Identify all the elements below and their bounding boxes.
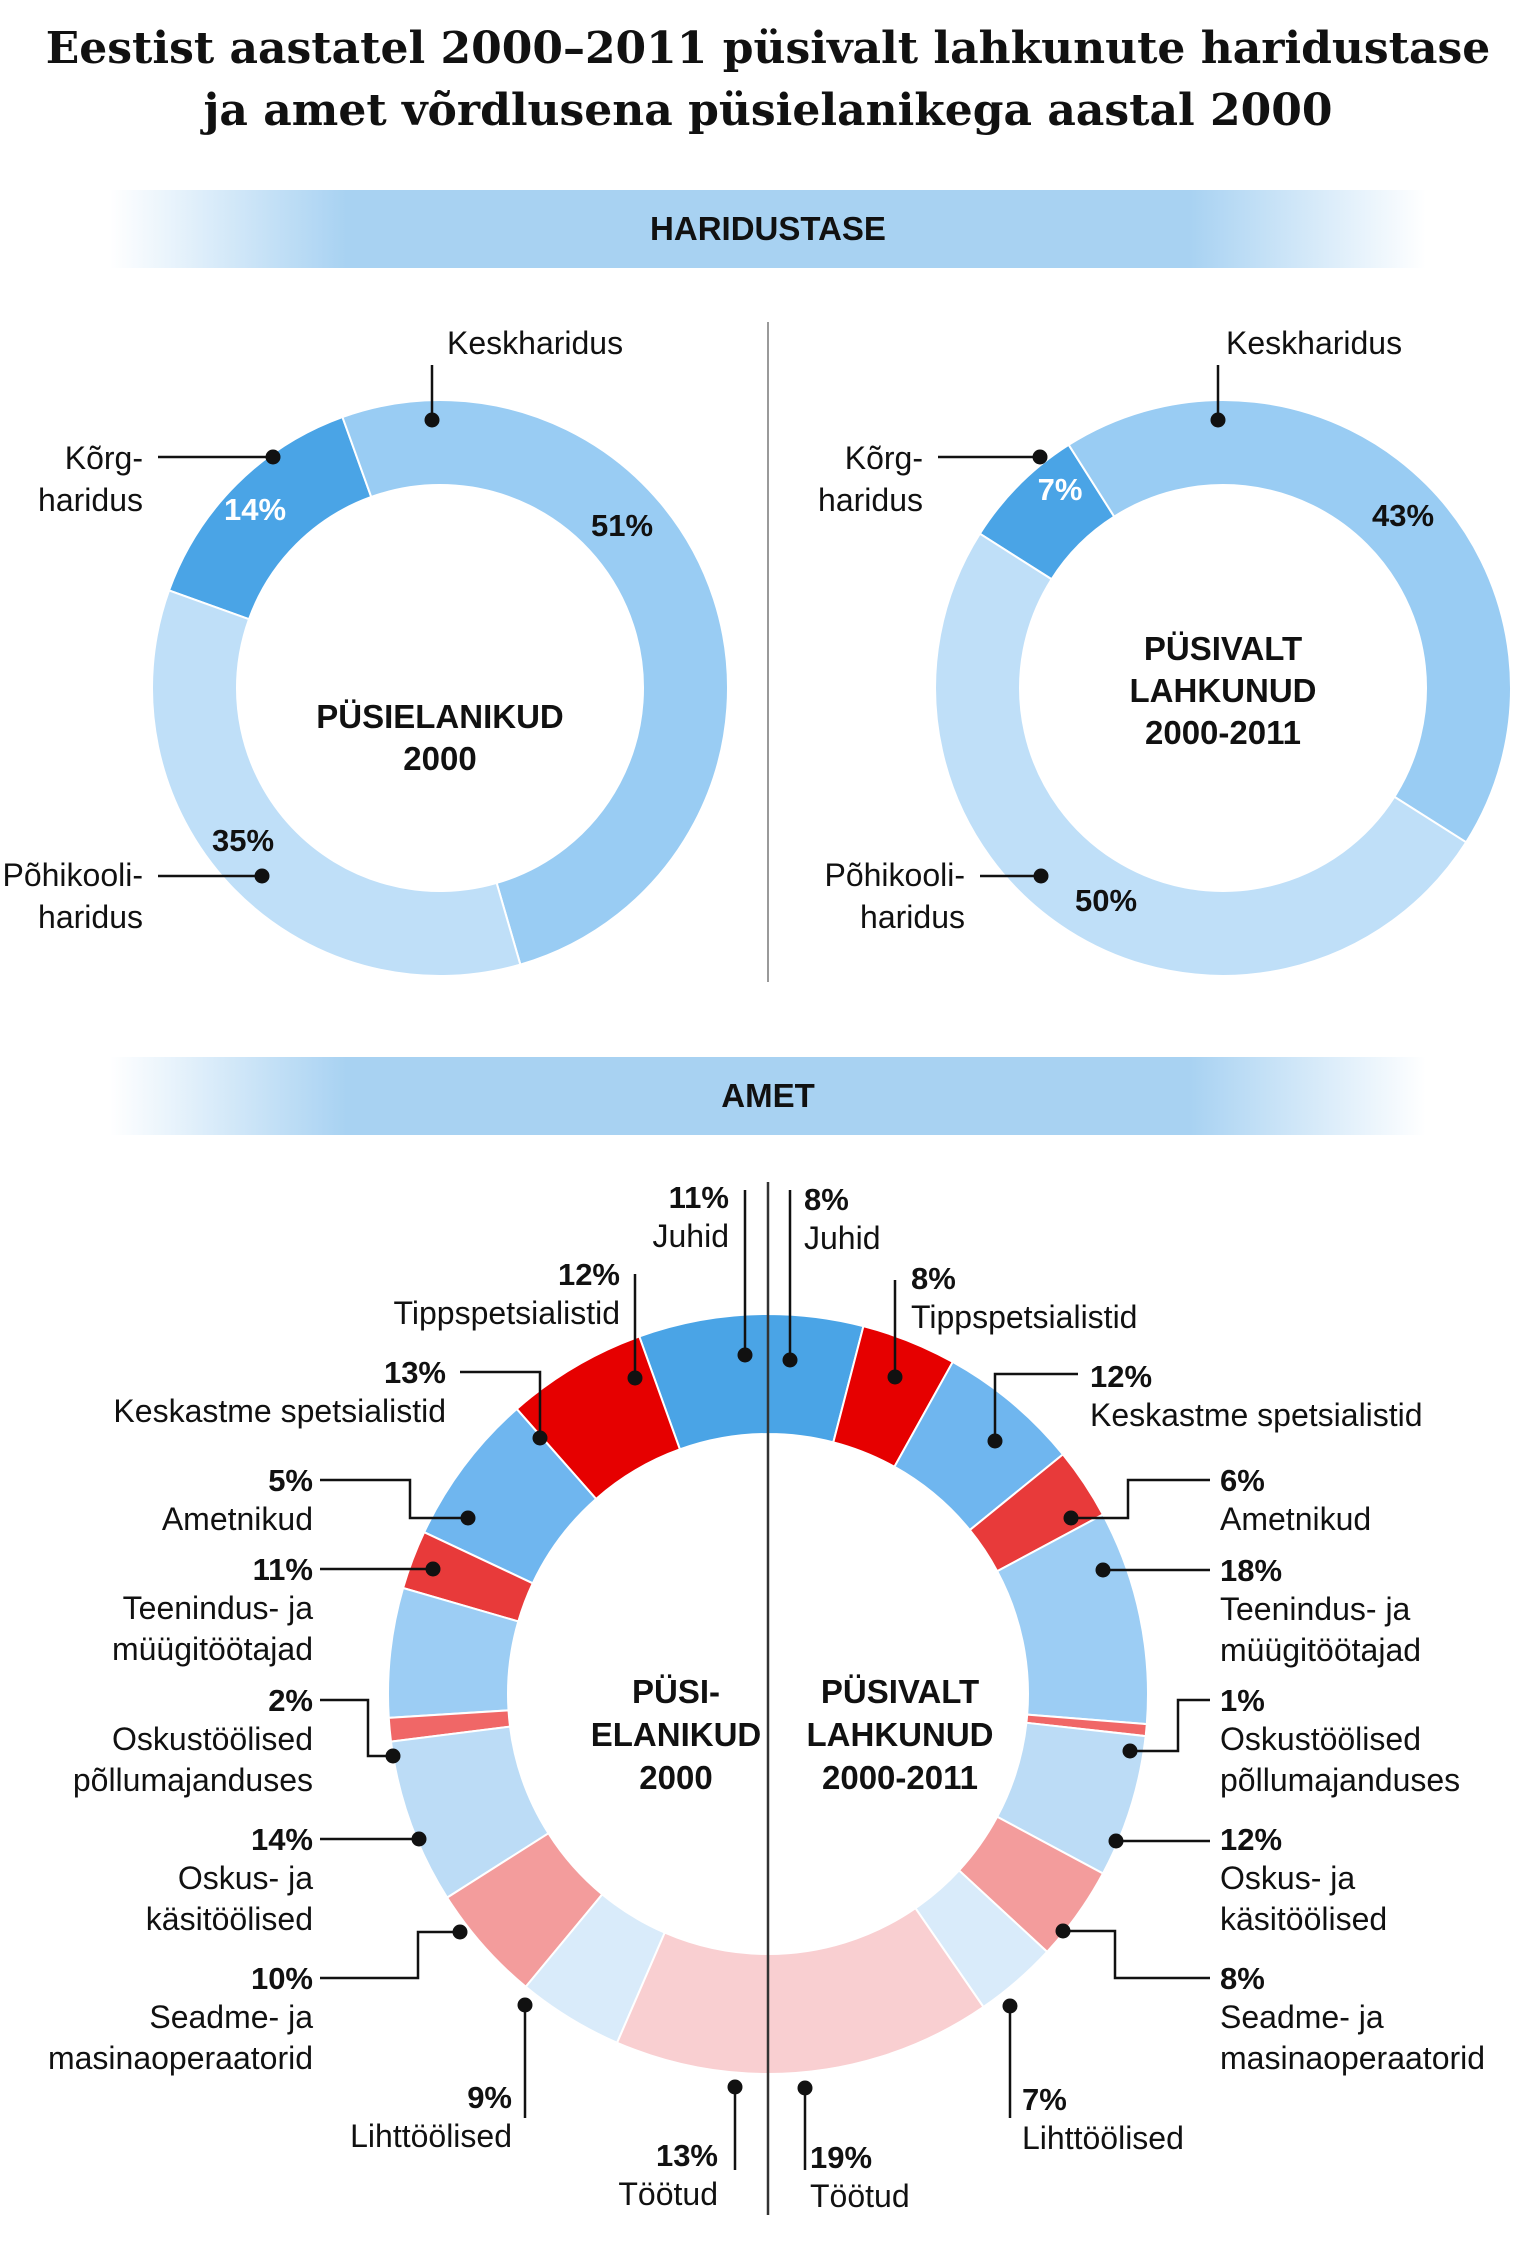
occ-pysi-label-9: Töötud	[618, 2176, 718, 2212]
occ-pysi-pct-3: 5%	[268, 1463, 313, 1498]
edu-pysi-pohi-dot	[255, 869, 270, 884]
edu-pysi-kesk-dot	[425, 413, 440, 428]
occ-pysi-1-dot	[628, 1371, 643, 1386]
edu-lahk-pct-kesk: 43%	[1371, 498, 1435, 533]
occ-pysi-pct-2: 13%	[383, 1355, 446, 1390]
occ-lahk-pct-5: 1%	[1220, 1683, 1265, 1718]
occ-lahk-label-8: Lihttöölised	[1022, 2120, 1184, 2156]
edu-pysi-center-label: PÜSIELANIKUD 2000	[316, 698, 564, 777]
edu-pysi-pct-korg: 14%	[223, 492, 287, 527]
occ-lahk-0-dot	[783, 1353, 798, 1368]
occ-pysi-label-5: Oskustöölised põllumajanduses	[72, 1721, 313, 1798]
edu-pysi-pct-kesk: 51%	[590, 508, 654, 543]
occ-lahk-label-1: Tippspetsialistid	[911, 1299, 1138, 1335]
occ-lahk-4-dot	[1096, 1563, 1111, 1578]
edu-lahk-kesk-dot	[1211, 413, 1226, 428]
occ-pysi-center-label: PÜSI-ELANIKUD 2000	[590, 1673, 762, 1796]
occ-pysi-label-2: Keskastme spetsialistid	[113, 1393, 446, 1429]
edu-lahk-slice-pohi	[935, 534, 1466, 976]
occ-lahk-pct-1: 8%	[911, 1261, 956, 1296]
edu-pysi-label-kesk: Keskharidus	[447, 325, 624, 361]
edu-lahk-label-kesk: Keskharidus	[1226, 325, 1403, 361]
occ-lahk-pct-7: 8%	[1220, 1961, 1265, 1996]
occ-lahk-label-3: Ametnikud	[1220, 1501, 1372, 1537]
occ-lahk-pct-9: 19%	[810, 2140, 873, 2175]
occ-lahk-7-dot	[1056, 1924, 1071, 1939]
education-section-header: HARIDUSTASE	[110, 190, 1426, 268]
occ-pysi-pct-0: 11%	[668, 1180, 729, 1215]
occ-lahk-label-0: Juhid	[804, 1220, 881, 1256]
edu-pysi-label-korg: Kõrg-haridus	[38, 440, 143, 518]
occ-lahk-7-leader	[1063, 1931, 1210, 1978]
occ-lahk-3-dot	[1064, 1511, 1079, 1526]
edu-lahk-label-korg: Kõrg-haridus	[818, 440, 923, 518]
occ-lahk-8-dot	[1003, 1999, 1018, 2014]
occ-pysi-label-8: Lihttöölised	[350, 2118, 512, 2154]
title-line-2: ja amet võrdlusena püsielanikega aastal 2000	[203, 85, 1333, 136]
occ-pysi-label-6: Oskus- ja käsitöölised	[145, 1860, 313, 1937]
occ-lahk-pct-3: 6%	[1220, 1463, 1265, 1498]
occ-pysi-7-dot	[453, 1925, 468, 1940]
occupation-section-header: AMET	[110, 1057, 1426, 1135]
occ-pysi-label-4: Teenindus- ja müügitöötajad	[111, 1590, 313, 1667]
occ-pysi-pct-9: 13%	[655, 2138, 718, 2173]
edu-pysi-pct-pohi: 35%	[211, 823, 275, 858]
occ-pysi-pct-8: 9%	[467, 2080, 512, 2115]
occ-lahk-label-6: Oskus- ja käsitöölised	[1220, 1860, 1388, 1937]
occ-pysi-8-dot	[518, 1998, 533, 2013]
occ-lahk-pct-6: 12%	[1220, 1822, 1283, 1857]
edu-lahk-label-pohi: Põhikooli-haridus	[824, 857, 965, 935]
occ-lahk-center-label: PÜSIVALT LAHKUNUD 2000-2011	[806, 1673, 994, 1796]
edu-pysi-slice-pohi	[152, 590, 520, 976]
occ-lahk-pct-0: 8%	[804, 1182, 849, 1217]
edu-pysi-label-pohi: Põhikooli-haridus	[2, 857, 143, 935]
occ-lahk-label-5: Oskustöölised põllumajanduses	[1220, 1721, 1461, 1798]
occ-pysi-9-dot	[728, 2080, 743, 2095]
occ-lahk-9-dot	[798, 2081, 813, 2096]
occ-lahk-label-2: Keskastme spetsialistid	[1090, 1397, 1423, 1433]
occ-pysi-pct-7: 10%	[250, 1961, 313, 1996]
occ-pysi-pct-6: 14%	[250, 1822, 313, 1857]
edu-lahk-korg-dot	[1033, 450, 1048, 465]
occ-pysi-pct-1: 12%	[557, 1257, 620, 1292]
edu-lahk-pct-pohi: 50%	[1074, 883, 1138, 918]
edu-lahk-pct-korg: 7%	[1037, 472, 1083, 507]
occ-pysi-7-leader	[320, 1932, 460, 1978]
edu-lahk-slice-kesk	[1069, 400, 1511, 842]
occ-pysi-4-dot	[426, 1562, 441, 1577]
occ-lahk-2-dot	[988, 1434, 1003, 1449]
occ-pysi-3-dot	[461, 1511, 476, 1526]
occ-lahk-pct-2: 12%	[1090, 1359, 1153, 1394]
edu-lahk-pohi-dot	[1034, 869, 1049, 884]
edu-lahk-center-label: PÜSIVALT LAHKUNUD 2000-2011	[1129, 630, 1317, 751]
occ-pysi-label-7: Seadme- ja masinaoperaatorid	[47, 1999, 313, 2076]
occ-pysi-label-1: Tippspetsialistid	[393, 1295, 620, 1331]
edu-pysi-korg-dot	[266, 450, 281, 465]
occ-pysi-pct-5: 2%	[268, 1683, 313, 1718]
occ-pysi-pct-4: 11%	[252, 1552, 313, 1587]
title-line-1: Eestist aastatel 2000–2011 püsivalt lahkunute haridustase	[45, 23, 1491, 74]
occ-lahk-6-dot	[1109, 1834, 1124, 1849]
occ-pysi-2-dot	[533, 1431, 548, 1446]
edu-pysi-slice-kesk	[342, 400, 728, 965]
occ-pysi-label-3: Ametnikud	[161, 1501, 313, 1537]
occ-pysi-0-dot	[738, 1348, 753, 1363]
occ-lahk-1-dot	[888, 1370, 903, 1385]
occ-lahk-pct-8: 7%	[1022, 2082, 1067, 2117]
occ-pysi-5-dot	[386, 1749, 401, 1764]
occ-lahk-label-9: Töötud	[810, 2178, 910, 2214]
occ-lahk-label-4: Teenindus- ja müügitöötajad	[1220, 1591, 1422, 1668]
occ-pysi-5-leader	[320, 1700, 393, 1756]
occ-pysi-label-0: Juhid	[652, 1218, 729, 1254]
occ-lahk-5-dot	[1123, 1744, 1138, 1759]
occ-lahk-label-7: Seadme- ja masinaoperaatorid	[1220, 1999, 1486, 2076]
occ-pysi-6-dot	[412, 1832, 427, 1847]
occ-lahk-pct-4: 18%	[1220, 1553, 1283, 1588]
